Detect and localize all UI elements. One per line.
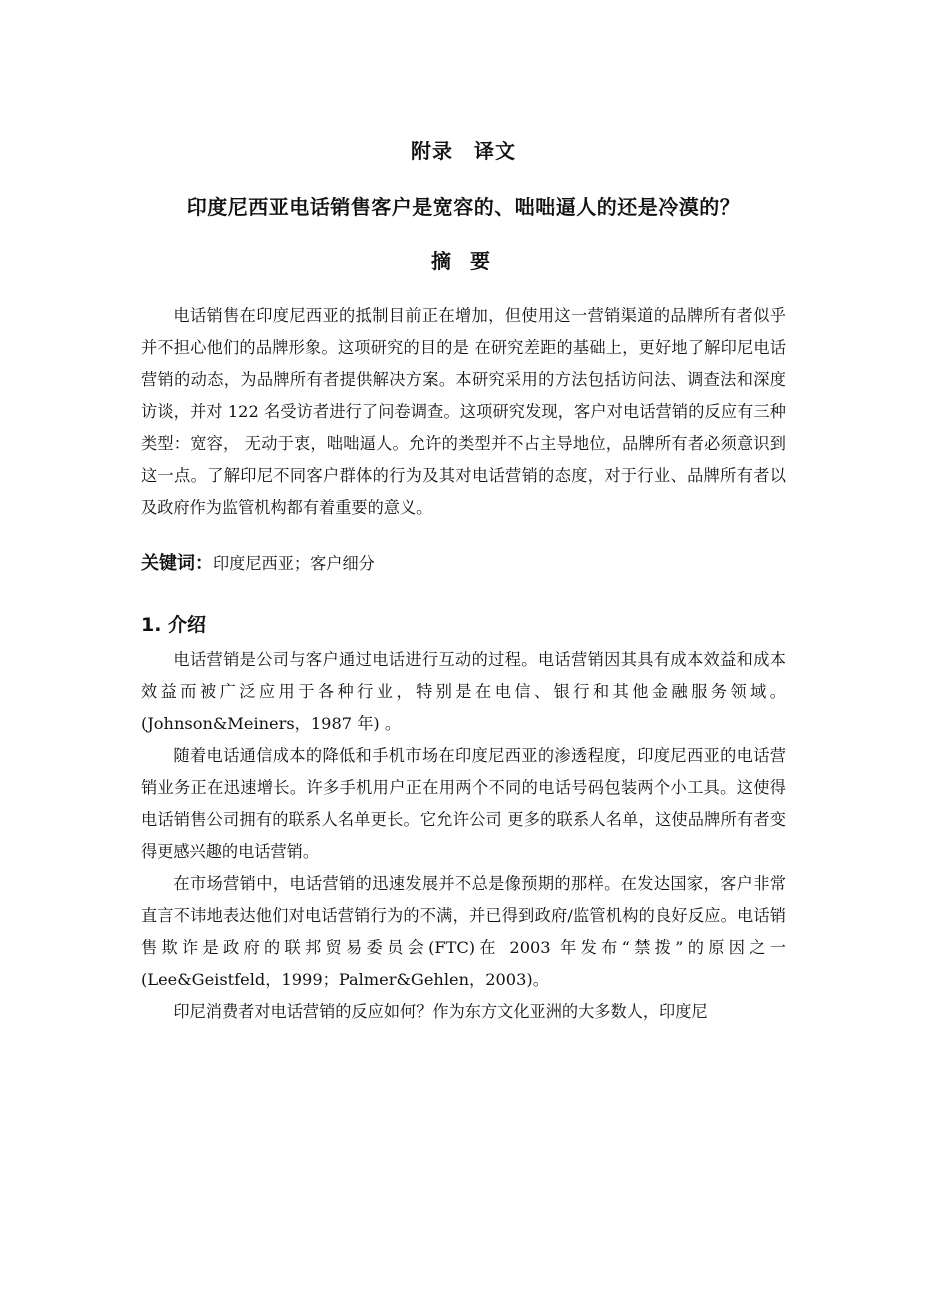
document-title: 印度尼西亚电话销售客户是宽容的、咄咄逼人的还是冷漠的？ <box>186 195 741 219</box>
section-1-paragraph-2: 随着电话通信成本的降低和手机市场在印度尼西亚的渗透程度，印度尼西亚的电话营销业务正在迅速增长。许多手机用户正在用两个不同的电话号码包装两个小工具。这使得电话销售公司拥有的联系人名单更长。它允许公司 更多的联系人名单，这使品牌所有者变得更感兴趣的电话营销。 <box>141 746 786 861</box>
abstract-heading: 摘 要 <box>431 249 496 273</box>
section-1-paragraph-1: 电话营销是公司与客户通过电话进行互动的过程。电话营销因其具有成本效益和成本效益而被广泛应用于各种行业，特别是在电信、银行和其他金融服务领域。(Johnson&Meiners，1987 年) 。 <box>141 650 786 733</box>
abstract-text: 电话销售在印度尼西亚的抵制目前正在增加，但使用这一营销渠道的品牌所有者似乎并不担心他们的品牌形象。这项研究的目的是 在研究差距的基础上，更好地了解印尼电话营销的动态，为品牌所有者提供解决方案。本研究采用的方法包括访问法、调查法和深度访谈，并对 122 名受访者进行了问卷调查。这项研究发现，客户对电话营销的反应有三种类型：宽容， 无动于衷，咄咄逼人。允许的类型并不占主导地位，品牌所有者必须意识到这一点。了解印尼不同客户群体的行为及其对电话营销的态度，对于行业、品牌所有者以及政府作为监管机构都有着重要的意义。 <box>141 306 786 517</box>
appendix-title: 附录 译文 <box>411 139 516 163</box>
document-body <box>141 134 786 1028</box>
keywords-line <box>141 548 786 580</box>
keywords-text: 印度尼西亚；客户细分 <box>213 554 375 573</box>
section-1-paragraph-4: 印尼消费者对电话营销的反应如何？作为东方文化亚洲的大多数人，印度尼 <box>173 1002 708 1021</box>
section-1-paragraph-3: 在市场营销中，电话营销的迅速发展并不总是像预期的那样。在发达国家，客户非常直言不讳地表达他们对电话营销行为的不满，并已得到政府/监管机构的良好反应。电话销售欺诈是政府的联邦贸易委员会(FTC)在 2003 年发布“禁拨”的原因之一(Lee&Geistfeld，1999；Palmer&Gehlen，2003)。 <box>141 874 786 989</box>
section-1-title: 1. 介绍 <box>141 614 207 636</box>
keywords-label: 关键词： <box>141 553 213 574</box>
